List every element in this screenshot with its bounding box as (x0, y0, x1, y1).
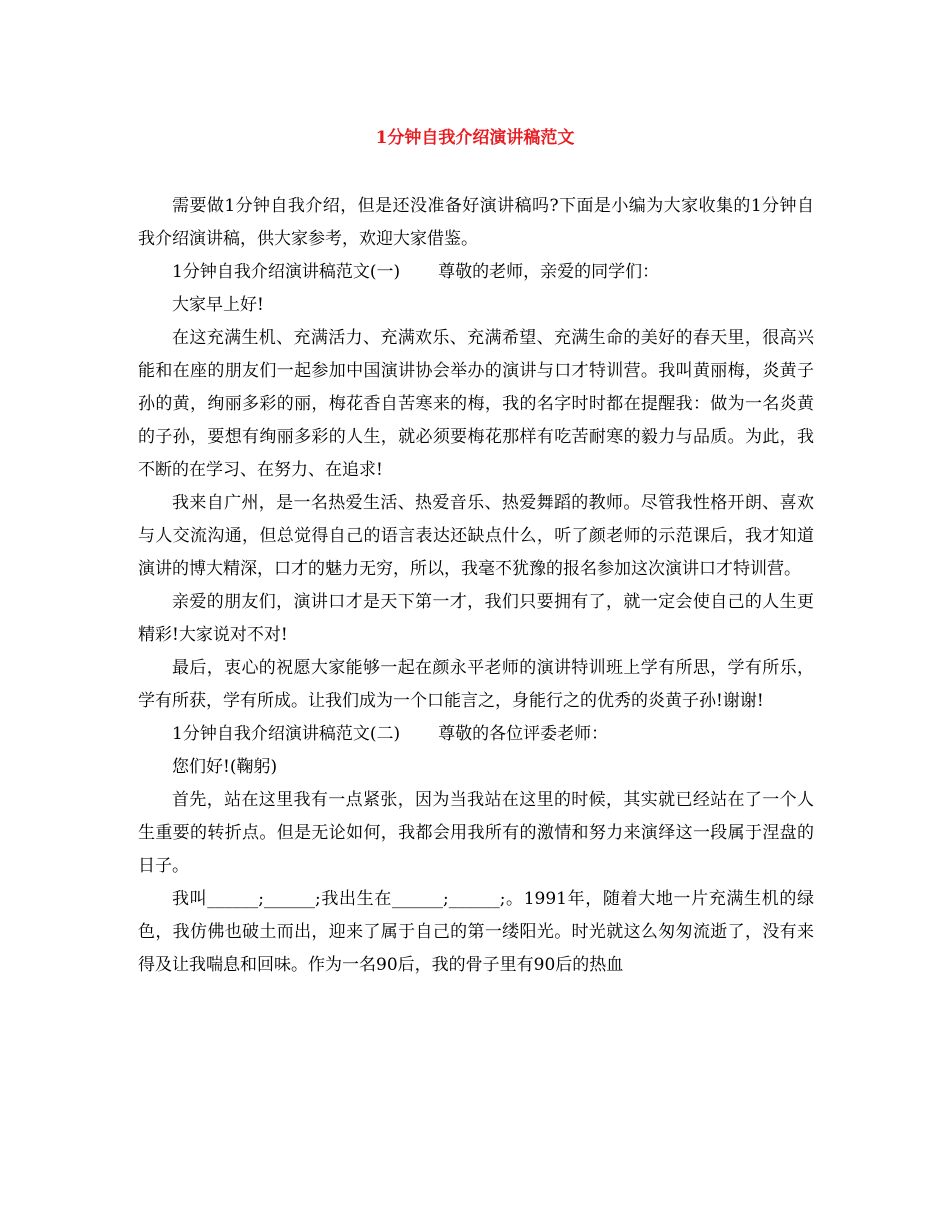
section-2-salutation: 尊敬的各位评委老师： (438, 724, 609, 744)
body-paragraph: 我叫______;______;我出生在______;______;。1991年，随着大地一片充满生机的绿色，我仿佛也破土而出，迎来了属于自己的第一缕阳光。时光就这么匆匆流逝了，没有来得及让我喘息和回味。作为一名90后，我的骨子里有90后的热血 (138, 889, 814, 975)
section-2-heading: 1分钟自我介绍演讲稿范文(二) (172, 724, 401, 744)
section-1-heading: 1分钟自我介绍演讲稿范文(一) (172, 262, 401, 282)
intro-paragraph: 需要做1分钟自我介绍，但是还没准备好演讲稿吗?下面是小编为大家收集的1分钟自我介绍演讲稿，供大家参考，欢迎大家借鉴。 (138, 196, 814, 249)
document-title: 1分钟自我介绍演讲稿范文 (375, 128, 575, 148)
section-2-heading-line (138, 718, 814, 751)
body-paragraph: 亲爱的朋友们，演讲口才是天下第一才，我们只要拥有了，就一定会使自己的人生更精彩!大家说对不对! (138, 592, 814, 645)
greeting-paragraph: 大家早上好! (172, 295, 264, 315)
section-1-salutation: 尊敬的老师，亲爱的同学们： (438, 262, 660, 282)
document-body (138, 190, 814, 982)
section-1-heading-line (138, 256, 814, 289)
body-paragraph: 在这充满生机、充满活力、充满欢乐、充满希望、充满生命的美好的春天里，很高兴能和在座的朋友们一起参加中国演讲协会举办的演讲与口才特训营。我叫黄丽梅，炎黄子孙的黄，绚丽多彩的丽，梅花香自苦寒来的梅，我的名字时时都在提醒我：做为一名炎黄的子孙，要想有绚丽多彩的人生，就必须要梅花那样有吃苦耐寒的毅力与品质。为此，我不断的在学习、在努力、在追求! (138, 328, 814, 480)
body-paragraph: 首先，站在这里我有一点紧张，因为当我站在这里的时候，其实就已经站在了一个人生重要的转折点。但是无论如何，我都会用我所有的激情和努力来演绎这一段属于涅盘的日子。 (138, 790, 814, 876)
body-paragraph: 最后，衷心的祝愿大家能够一起在颜永平老师的演讲特训班上学有所思，学有所乐，学有所获，学有所成。让我们成为一个口能言之，身能行之的优秀的炎黄子孙!谢谢! (138, 658, 814, 711)
greeting-paragraph: 您们好!(鞠躬) (172, 757, 278, 777)
body-paragraph: 我来自广州，是一名热爱生活、热爱音乐、热爱舞蹈的教师。尽管我性格开朗、喜欢与人交流沟通，但总觉得自己的语言表达还缺点什么，听了颜老师的示范课后，我才知道演讲的博大精深，口才的魅力无穷，所以，我毫不犹豫的报名参加这次演讲口才特训营。 (138, 493, 814, 579)
